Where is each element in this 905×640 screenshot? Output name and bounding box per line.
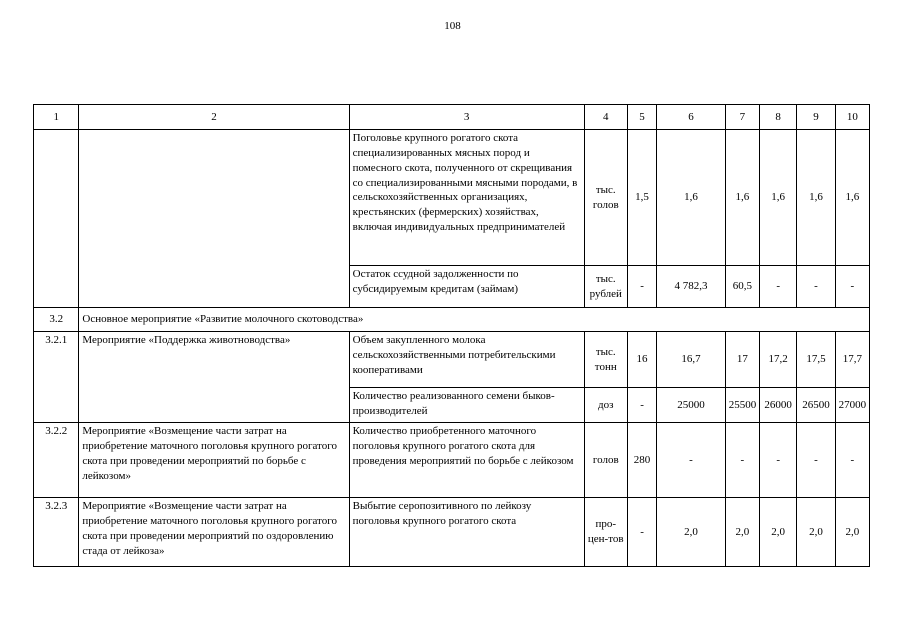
measure-cell bbox=[79, 130, 349, 308]
header-cell: 6 bbox=[657, 105, 726, 130]
section-number: 3.2 bbox=[34, 308, 79, 332]
value-cell: 16,7 bbox=[657, 332, 726, 388]
value-cell: 2,0 bbox=[835, 498, 869, 567]
unit-cell: голов bbox=[584, 423, 627, 498]
value-cell: 27000 bbox=[835, 388, 869, 423]
header-cell: 5 bbox=[627, 105, 656, 130]
value-cell: 25500 bbox=[725, 388, 759, 423]
value-cell: 1,6 bbox=[657, 130, 726, 266]
value-cell: 26500 bbox=[797, 388, 835, 423]
value-cell: - bbox=[627, 498, 656, 567]
value-cell: 1,5 bbox=[627, 130, 656, 266]
number-cell: 3.2.1 bbox=[34, 332, 79, 423]
header-cell: 3 bbox=[349, 105, 584, 130]
value-cell: 17,5 bbox=[797, 332, 835, 388]
value-cell: - bbox=[627, 266, 656, 308]
header-cell: 1 bbox=[34, 105, 79, 130]
page-number: 108 bbox=[444, 20, 461, 32]
value-cell: - bbox=[797, 266, 835, 308]
table-row bbox=[34, 332, 870, 388]
table-row bbox=[34, 423, 870, 498]
value-cell: 2,0 bbox=[657, 498, 726, 567]
unit-cell: доз bbox=[584, 388, 627, 423]
section-row bbox=[34, 308, 870, 332]
value-cell: 4 782,3 bbox=[657, 266, 726, 308]
value-cell: - bbox=[657, 423, 726, 498]
header-row bbox=[34, 105, 870, 130]
number-cell bbox=[34, 130, 79, 308]
unit-cell: тыс. тонн bbox=[584, 332, 627, 388]
section-title: Основное мероприятие «Развитие молочного скотоводства» bbox=[79, 308, 870, 332]
indicator-cell: Количество приобретенного маточного поголовья крупного рогатого скота для проведения мероприятий по борьбе с лейкозом bbox=[349, 423, 584, 498]
header-cell: 9 bbox=[797, 105, 835, 130]
value-cell: 2,0 bbox=[725, 498, 759, 567]
indicator-cell: Количество реализованного семени быков-производителей bbox=[349, 388, 584, 423]
value-cell: 16 bbox=[627, 332, 656, 388]
header-cell: 4 bbox=[584, 105, 627, 130]
value-cell: 60,5 bbox=[725, 266, 759, 308]
unit-cell: тыс. рублей bbox=[584, 266, 627, 308]
value-cell: 1,6 bbox=[797, 130, 835, 266]
indicator-cell: Остаток ссудной задолженности по субсидируемым кредитам (займам) bbox=[349, 266, 584, 308]
measure-cell: Мероприятие «Возмещение части затрат на приобретение маточного поголовья крупного рогатого скота при проведении мероприятий по борьбе с лейкозом» bbox=[79, 423, 349, 498]
indicator-cell: Объем закупленного молока сельскохозяйственными потребительскими кооперативами bbox=[349, 332, 584, 388]
value-cell: 1,6 bbox=[835, 130, 869, 266]
value-cell: - bbox=[835, 266, 869, 308]
value-cell: 2,0 bbox=[797, 498, 835, 567]
value-cell: 280 bbox=[627, 423, 656, 498]
unit-cell: тыс. голов bbox=[584, 130, 627, 266]
indicator-cell: Поголовье крупного рогатого скота специализированных мясных пород и помесного скота, полученного от скрещивания со специализированными мясными породами, в сельскохозяйственных организациях, крестьянских (фермерских) хозяйствах, включая индивидуальных предпринимателей bbox=[349, 130, 584, 266]
value-cell: 1,6 bbox=[760, 130, 797, 266]
header-cell: 2 bbox=[79, 105, 349, 130]
value-cell: - bbox=[627, 388, 656, 423]
table-row bbox=[34, 130, 870, 266]
value-cell: - bbox=[797, 423, 835, 498]
header-cell: 7 bbox=[725, 105, 759, 130]
measure-cell: Мероприятие «Возмещение части затрат на приобретение маточного поголовья крупного рогатого скота при проведении мероприятий по оздоровлению стада от лейкоза» bbox=[79, 498, 349, 567]
value-cell: - bbox=[725, 423, 759, 498]
value-cell: - bbox=[760, 423, 797, 498]
table-row bbox=[34, 498, 870, 567]
value-cell: 17,2 bbox=[760, 332, 797, 388]
unit-cell: про-цен-тов bbox=[584, 498, 627, 567]
number-cell: 3.2.3 bbox=[34, 498, 79, 567]
value-cell: - bbox=[835, 423, 869, 498]
measure-cell: Мероприятие «Поддержка животноводства» bbox=[79, 332, 349, 423]
value-cell: 26000 bbox=[760, 388, 797, 423]
indicator-cell: Выбытие серопозитивного по лейкозу поголовья крупного рогатого скота bbox=[349, 498, 584, 567]
value-cell: 17,7 bbox=[835, 332, 869, 388]
value-cell: 1,6 bbox=[725, 130, 759, 266]
value-cell: - bbox=[760, 266, 797, 308]
header-cell: 10 bbox=[835, 105, 869, 130]
value-cell: 25000 bbox=[657, 388, 726, 423]
program-indicators-table bbox=[33, 104, 870, 567]
value-cell: 17 bbox=[725, 332, 759, 388]
value-cell: 2,0 bbox=[760, 498, 797, 567]
header-cell: 8 bbox=[760, 105, 797, 130]
number-cell: 3.2.2 bbox=[34, 423, 79, 498]
